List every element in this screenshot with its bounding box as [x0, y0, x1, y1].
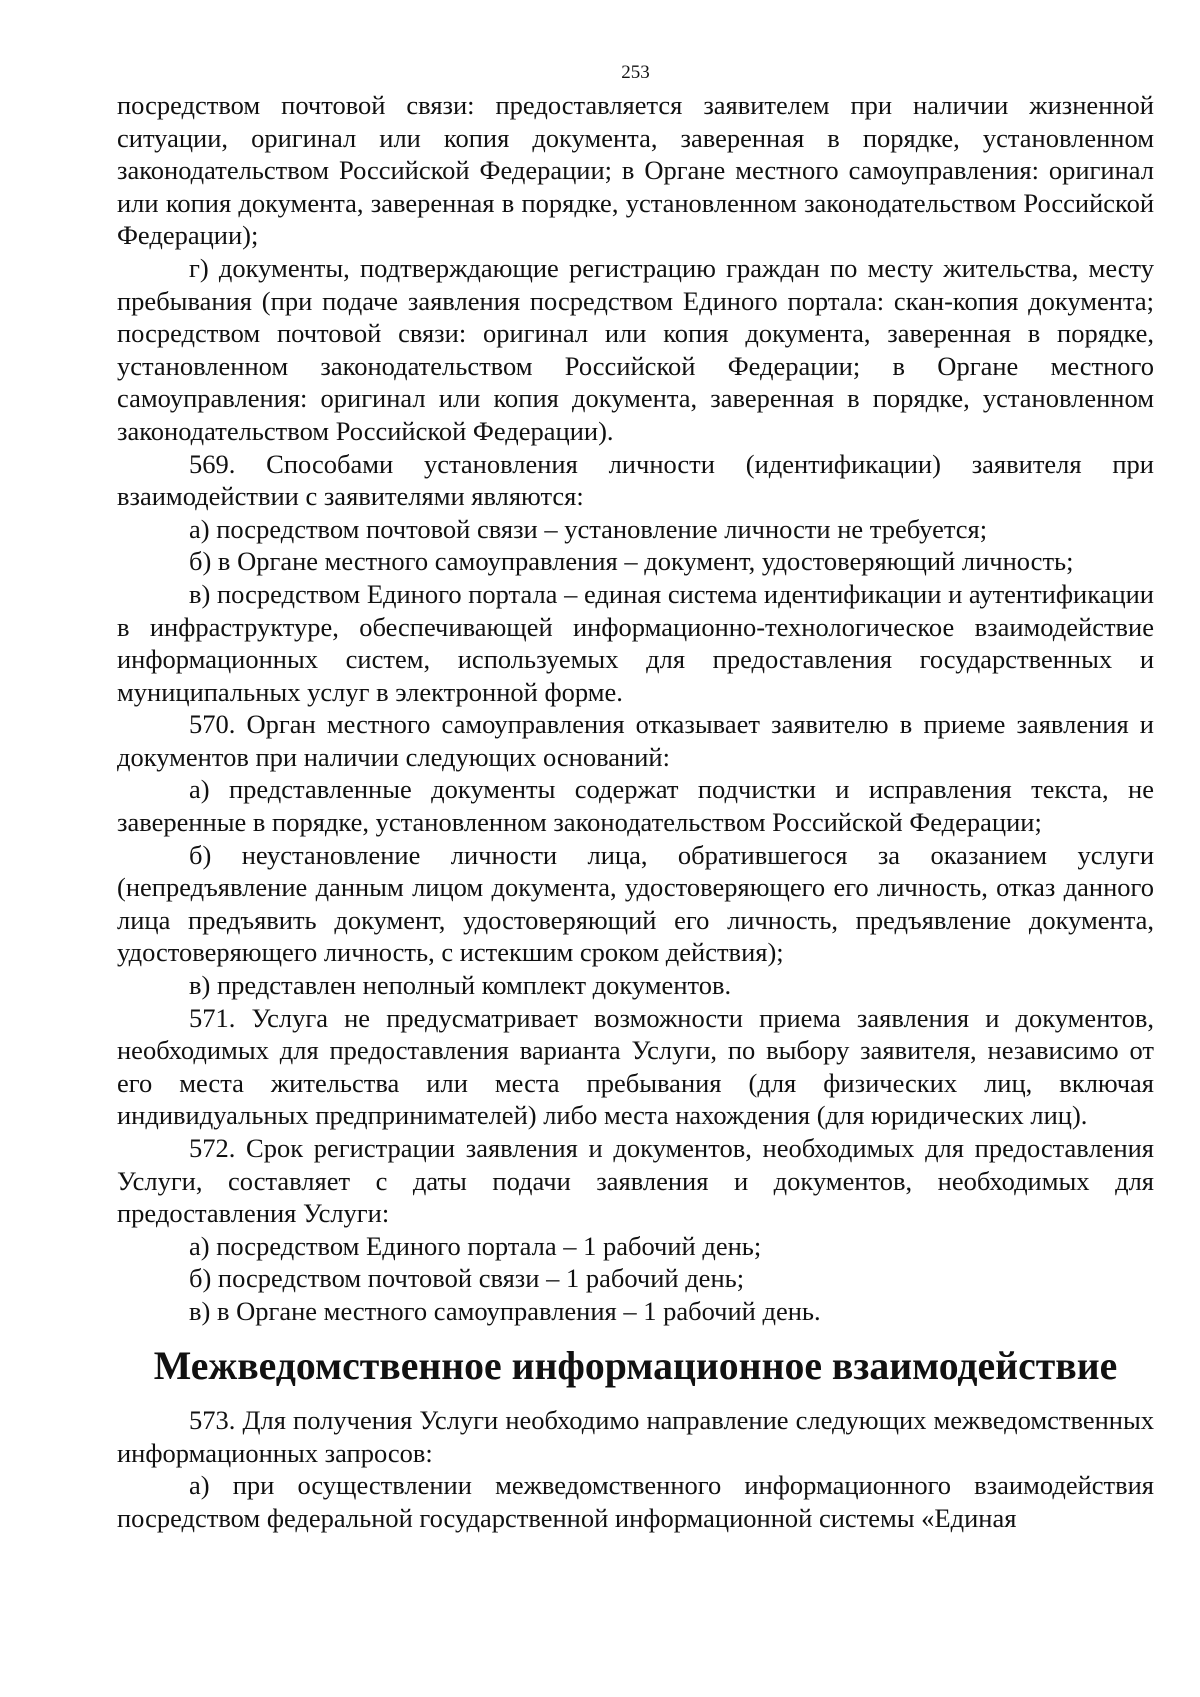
list-item: а) посредством Единого портала – 1 рабочий день;: [189, 1230, 762, 1261]
paragraph-570: 570. Орган местного самоуправления отказывает заявителю в приеме заявления и документов при наличии следующих оснований:: [117, 709, 1154, 772]
page-number: 253: [621, 62, 650, 83]
paragraph-572: 572. Срок регистрации заявления и документов, необходимых для предоставления Услуги, составляет с даты подачи заявления и документов, необходимых для предоставления Услуги:: [117, 1133, 1154, 1229]
list-item: б) посредством почтовой связи – 1 рабочий день;: [189, 1263, 745, 1294]
list-item: б) неустановление личности лица, обратившегося за оказанием услуги (непредъявление данным лицом документа, удостоверяющего его личность, отказ данного лица предъявить документ, удостоверяющий его личность, предъявление документа, удостоверяющего личность, с истекшим сроком действия);: [117, 839, 1154, 968]
list-item: б) в Органе местного самоуправления – документ, удостоверяющий личность;: [189, 546, 1074, 577]
list-item: а) представленные документы содержат подчистки и исправления текста, не заверенные в порядке, установленном законодательством Российской Федерации;: [117, 774, 1154, 838]
paragraph-573: 573. Для получения Услуги необходимо направление следующих межведомственных информационных запросов:: [117, 1405, 1154, 1468]
list-item: в) в Органе местного самоуправления – 1 рабочий день.: [189, 1295, 821, 1326]
paragraph-571: 571. Услуга не предусматривает возможности приема заявления и документов, необходимых для предоставления варианта Услуги, по выбору заявителя, независимо от его места жительства или места пребывания (для физических лиц, включая индивидуальных предпринимателей) либо места нахождения (для юридических лиц).: [117, 1002, 1154, 1131]
document-page: [117, 62, 1154, 1535]
paragraph: г) документы, подтверждающие регистрацию граждан по месту жительства, месту пребывания (при подаче заявления посредством Единого портала: скан-копия документа; посредством почтовой связи: оригинал или копия документа, заверенная в порядке, установленном законодательством Российской Федерации; в Органе местного самоуправления: оригинал или копия документа, заверенная в порядке, установленном законодательством Российской Федерации).: [117, 252, 1154, 446]
paragraph-569: 569. Способами установления личности (идентификации) заявителя при взаимодействии с заявителями являются:: [117, 448, 1154, 512]
list-item: а) при осуществлении межведомственного информационного взаимодействия посредством федеральной государственной информационной системы «Единая: [117, 1470, 1154, 1533]
list-item: а) посредством почтовой связи – установление личности не требуется;: [189, 513, 988, 544]
list-item: в) представлен неполный комплект документов.: [189, 970, 732, 1001]
list-item: в) посредством Единого портала – единая система идентификации и аутентификации в инфраструктуре, обеспечивающей информационно-технологическое взаимодействие информационных систем, используемых для предоставления государственных и муниципальных услуг в электронной форме.: [117, 578, 1154, 707]
paragraph: посредством почтовой связи: предоставляется заявителем при наличии жизненной ситуации, оригинал или копия документа, заверенная в порядке, установленном законодательством Российской Федерации; в Органе местного самоуправления: оригинал или копия документа, заверенная в порядке, установленном законодательством Российской Федерации);: [117, 90, 1154, 251]
section-heading: Межведомственное информационное взаимодействие: [153, 1343, 1118, 1388]
